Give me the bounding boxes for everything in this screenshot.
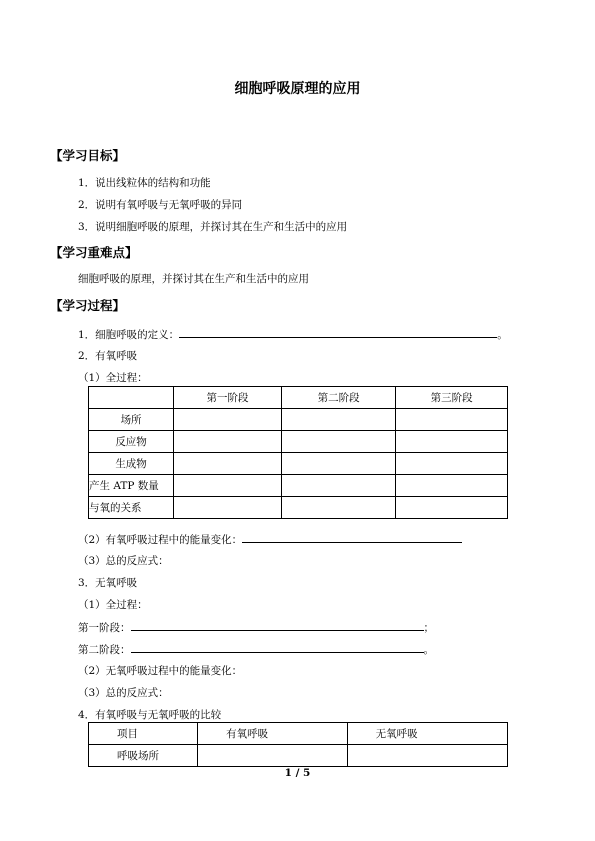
table-row [89,475,508,497]
definition-end: 。 [497,329,508,341]
table-cell[interactable] [396,475,508,497]
table-row [89,431,508,453]
process-heading: 【学习过程】 [50,298,126,313]
aerobic-energy-change [78,531,462,547]
stage-1-end: ； [423,622,434,634]
table-header-cell: 第二阶段 [281,387,396,409]
row-label: 呼吸场所 [89,745,198,767]
stage-2-label: 第二阶段： [78,644,131,656]
table-header-cell: 第三阶段 [396,387,508,409]
table-cell[interactable] [174,475,282,497]
table-cell[interactable] [281,475,396,497]
stage-1-label: 第一阶段： [78,622,131,634]
row-label: 生成物 [89,453,174,475]
aerobic-stage-table [88,386,508,519]
table-cell[interactable] [174,409,282,431]
table-cell[interactable] [281,453,396,475]
aerobic-full-process: （1）全过程： [78,372,148,384]
row-label: 反应物 [89,431,174,453]
table-cell[interactable] [281,497,396,519]
table-cell[interactable] [396,431,508,453]
definition-label: 1．细胞呼吸的定义： [78,329,180,341]
table-row [89,497,508,519]
table-cell[interactable] [198,745,348,767]
anaerobic-stage-2 [78,641,434,657]
goal-item-1: 1．说出线粒体的结构和功能 [78,177,211,189]
row-label: 与氧的关系 [89,497,174,519]
anaerobic-heading: 3．无氧呼吸 [78,577,138,589]
table-header-row [89,723,508,745]
table-header-cell: 项目 [89,723,198,745]
table-header-cell: 第一阶段 [174,387,282,409]
table-cell[interactable] [347,745,507,767]
stage-1-blank[interactable] [131,619,424,631]
anaerobic-full-process: （1）全过程： [78,599,148,611]
anaerobic-stage-1 [78,619,434,635]
table-row [89,409,508,431]
table-header-cell [89,387,174,409]
table-row [89,453,508,475]
table-cell[interactable] [174,497,282,519]
page-number: 1 / 5 [284,767,311,779]
goals-heading: 【学习目标】 [50,148,126,163]
table-cell[interactable] [174,453,282,475]
table-cell[interactable] [281,409,396,431]
row-label: 产生 ATP 数量 [89,475,174,497]
aerobic-energy-blank[interactable] [242,531,462,543]
table-header-row [89,387,508,409]
aerobic-equation: （3）总的反应式： [78,555,169,567]
table-cell[interactable] [281,431,396,453]
anaerobic-energy-change: （2）无氧呼吸过程中的能量变化： [78,665,243,677]
goal-item-3: 3．说明细胞呼吸的原理，并探讨其在生产和生活中的应用 [78,221,348,233]
table-cell[interactable] [396,409,508,431]
table-row [89,745,508,767]
stage-2-end: 。 [423,644,434,656]
table-cell[interactable] [396,453,508,475]
table-cell[interactable] [174,431,282,453]
comparison-table [88,722,508,767]
comparison-heading: 4．有氧呼吸与无氧呼吸的比较 [78,709,222,721]
goal-item-2: 2．说明有氧呼吸与无氧呼吸的异同 [78,199,243,211]
key-points-heading: 【学习重难点】 [50,245,138,260]
definition-question [78,326,508,342]
table-cell[interactable] [396,497,508,519]
stage-2-blank[interactable] [131,641,424,653]
aerobic-energy-label: （2）有氧呼吸过程中的能量变化： [78,534,243,546]
definition-blank[interactable] [179,326,497,338]
anaerobic-equation: （3）总的反应式： [78,687,169,699]
row-label: 场所 [89,409,174,431]
table-header-cell: 有氧呼吸 [198,723,348,745]
page-title: 细胞呼吸原理的应用 [234,81,361,97]
key-points-text: 细胞呼吸的原理，并探讨其在生产和生活中的应用 [78,273,309,285]
table-header-cell: 无氧呼吸 [347,723,507,745]
aerobic-heading: 2．有氧呼吸 [78,350,138,362]
